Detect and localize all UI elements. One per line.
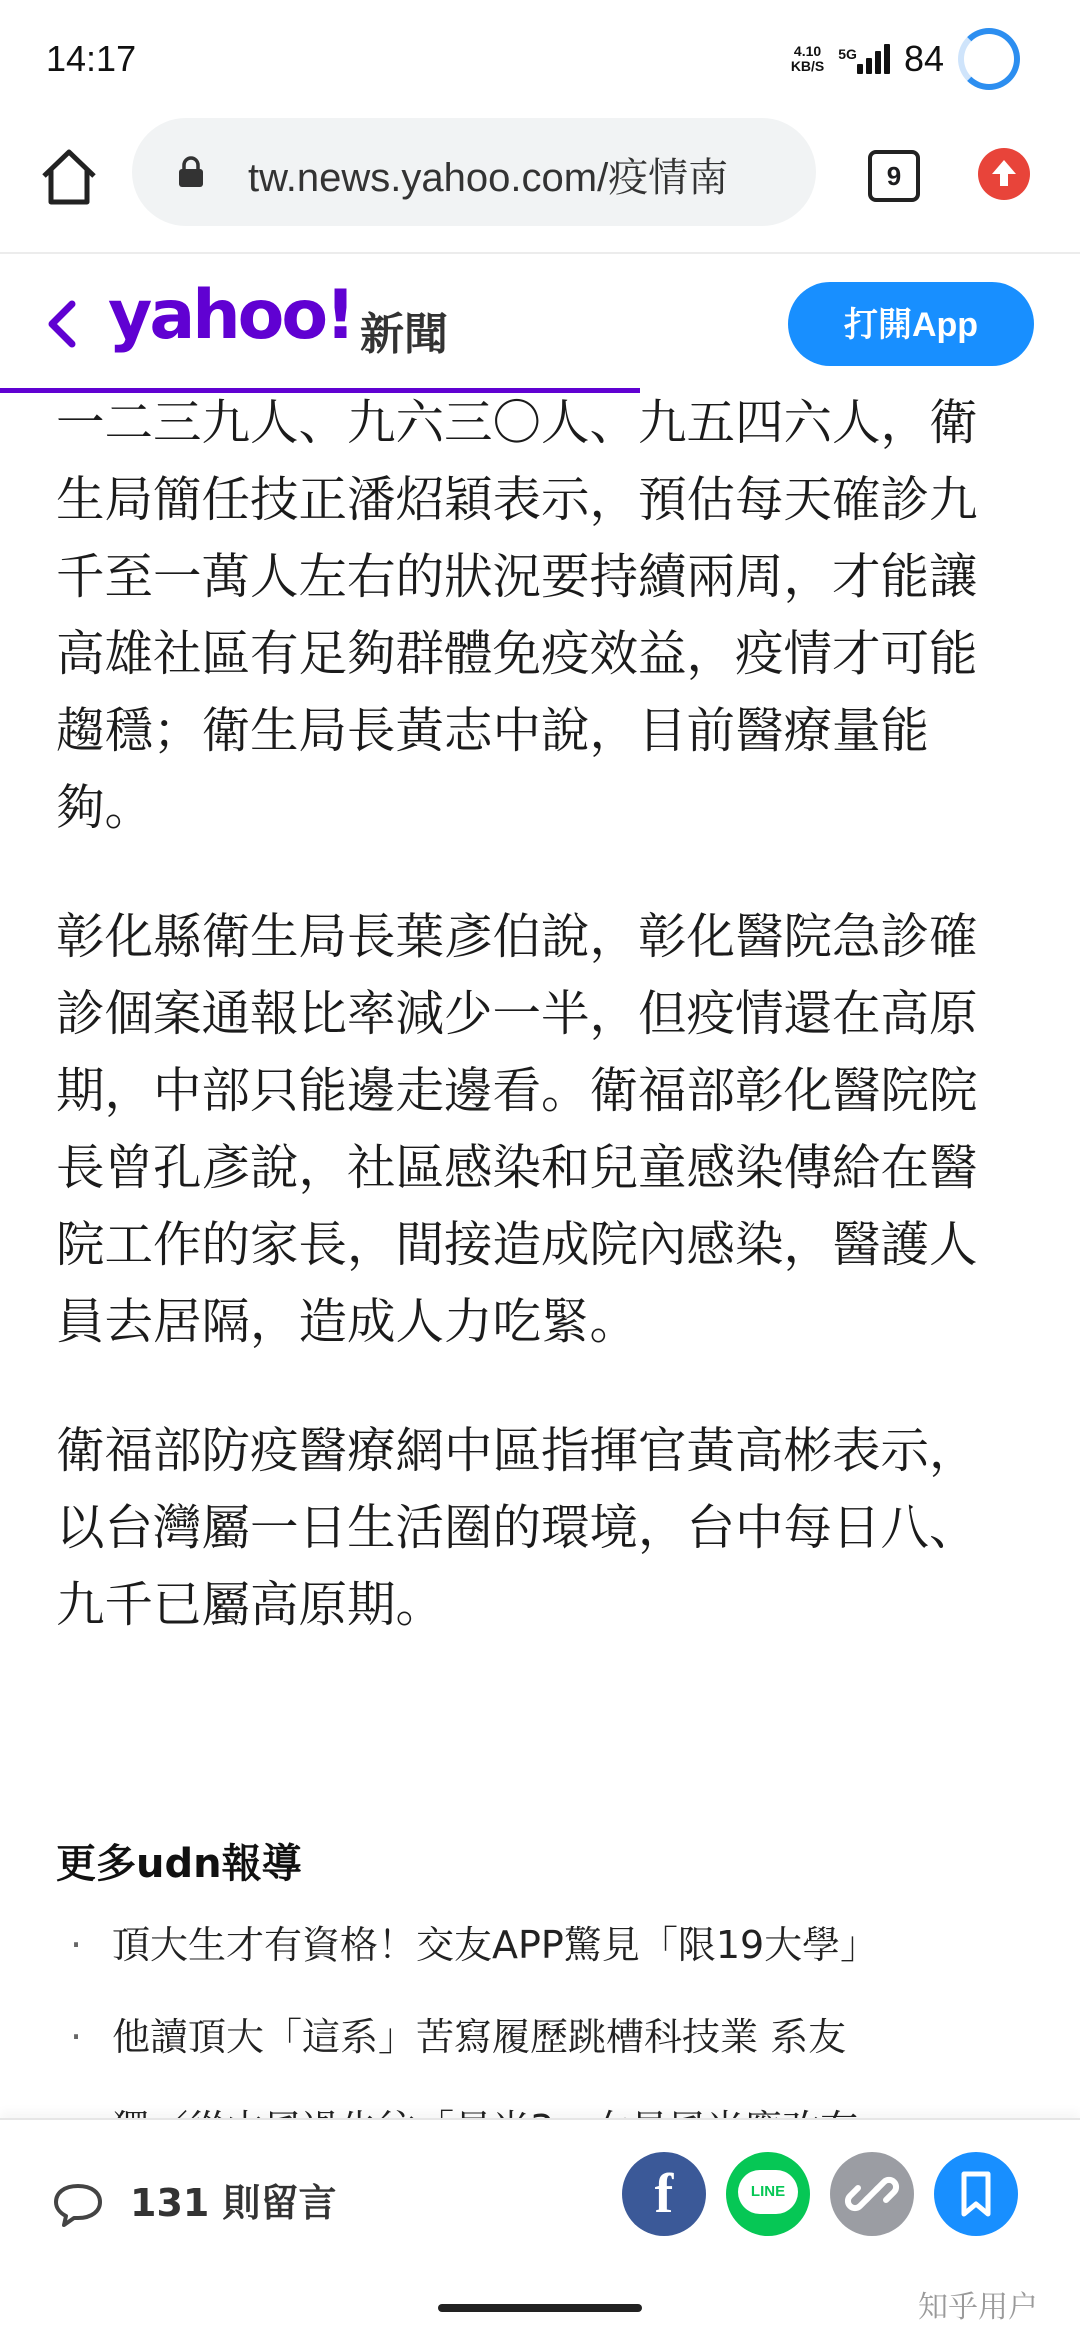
link-icon <box>830 2152 914 2236</box>
yahoo-news-header <box>0 254 1080 390</box>
signal-bars-icon <box>857 44 890 74</box>
bookmark-icon <box>934 2152 1018 2236</box>
comment-count[interactable]: 131 則留言 <box>130 2181 337 2225</box>
browser-toolbar <box>0 118 1080 254</box>
battery-level: 84 <box>903 38 944 79</box>
up-arrow-icon <box>978 148 1030 200</box>
more-news-heading: 更多udn報導 <box>56 1841 302 1887</box>
status-bar <box>0 0 1080 118</box>
line-icon: LINE <box>738 2170 798 2214</box>
open-app-button[interactable]: 打開App <box>788 282 1034 366</box>
section-label: 新聞 <box>360 309 448 360</box>
home-gesture-bar[interactable] <box>438 2304 642 2312</box>
bottom-action-bar <box>0 2118 1080 2280</box>
yahoo-logo[interactable]: yahoo! <box>108 276 354 355</box>
related-link-text: 頂大生才有資格！交友APP驚見「限19大學」 <box>112 1923 879 1967</box>
comment-icon[interactable] <box>52 2182 104 2228</box>
bullet: · <box>70 2015 83 2059</box>
bullet: · <box>70 1923 83 1967</box>
bookmark-button[interactable] <box>934 2152 1018 2236</box>
facebook-share-button[interactable] <box>622 2152 706 2236</box>
net-speed <box>791 44 824 74</box>
article-paragraph: 一二三九人、九六三〇人、九五四六人，衛生局簡任技正潘炤穎表示，預估每天確診九千至一萬人左右的狀況要持續兩周，才能讓高雄社區有足夠群體免疫效益，疫情才可能趨穩；衛生局長黃志中說，目前醫療量能夠。 <box>56 395 978 836</box>
back-chevron-icon[interactable] <box>40 296 84 352</box>
related-link-text: 他讀頂大「這系」苦寫履歷跳槽科技業 系友 <box>112 2015 847 2059</box>
status-indicators <box>791 28 1020 90</box>
lock-icon <box>178 156 204 188</box>
network-type: 5G <box>838 46 857 62</box>
update-arrow-button[interactable] <box>978 148 1030 200</box>
battery-ring-icon <box>958 28 1020 90</box>
home-icon[interactable] <box>34 142 104 212</box>
article-paragraph: 衛福部防疫醫療網中區指揮官黃高彬表示，以台灣屬一日生活圈的環境，台中每日八、九千已屬高原期。 <box>56 1423 978 1633</box>
signal-icon <box>838 44 890 74</box>
related-link[interactable] <box>56 2002 1026 2094</box>
related-link[interactable] <box>56 1910 1026 2002</box>
url-text: tw.news.yahoo.com/疫情南 <box>248 156 729 200</box>
tab-switcher-button[interactable]: 9 <box>868 150 920 202</box>
copy-link-button[interactable] <box>830 2152 914 2236</box>
status-time: 14:17 <box>46 38 137 79</box>
watermark: 知乎用户 <box>918 2290 1038 2325</box>
line-share-button[interactable] <box>726 2152 810 2236</box>
net-speed-value: 4.10 <box>793 43 822 59</box>
article-paragraph: 彰化縣衛生局長葉彥伯說，彰化醫院急診確診個案通報比率減少一半，但疫情還在高原期，中部只能邊走邊看。衛福部彰化醫院院長曾孔彥說，社區感染和兒童感染傳給在醫院工作的家長，間接造成院內感染，醫護人員去居隔，造成人力吃緊。 <box>56 909 978 1350</box>
net-speed-unit: KB/S <box>790 58 825 74</box>
address-bar[interactable] <box>132 118 816 226</box>
facebook-icon: f <box>654 2163 674 2225</box>
